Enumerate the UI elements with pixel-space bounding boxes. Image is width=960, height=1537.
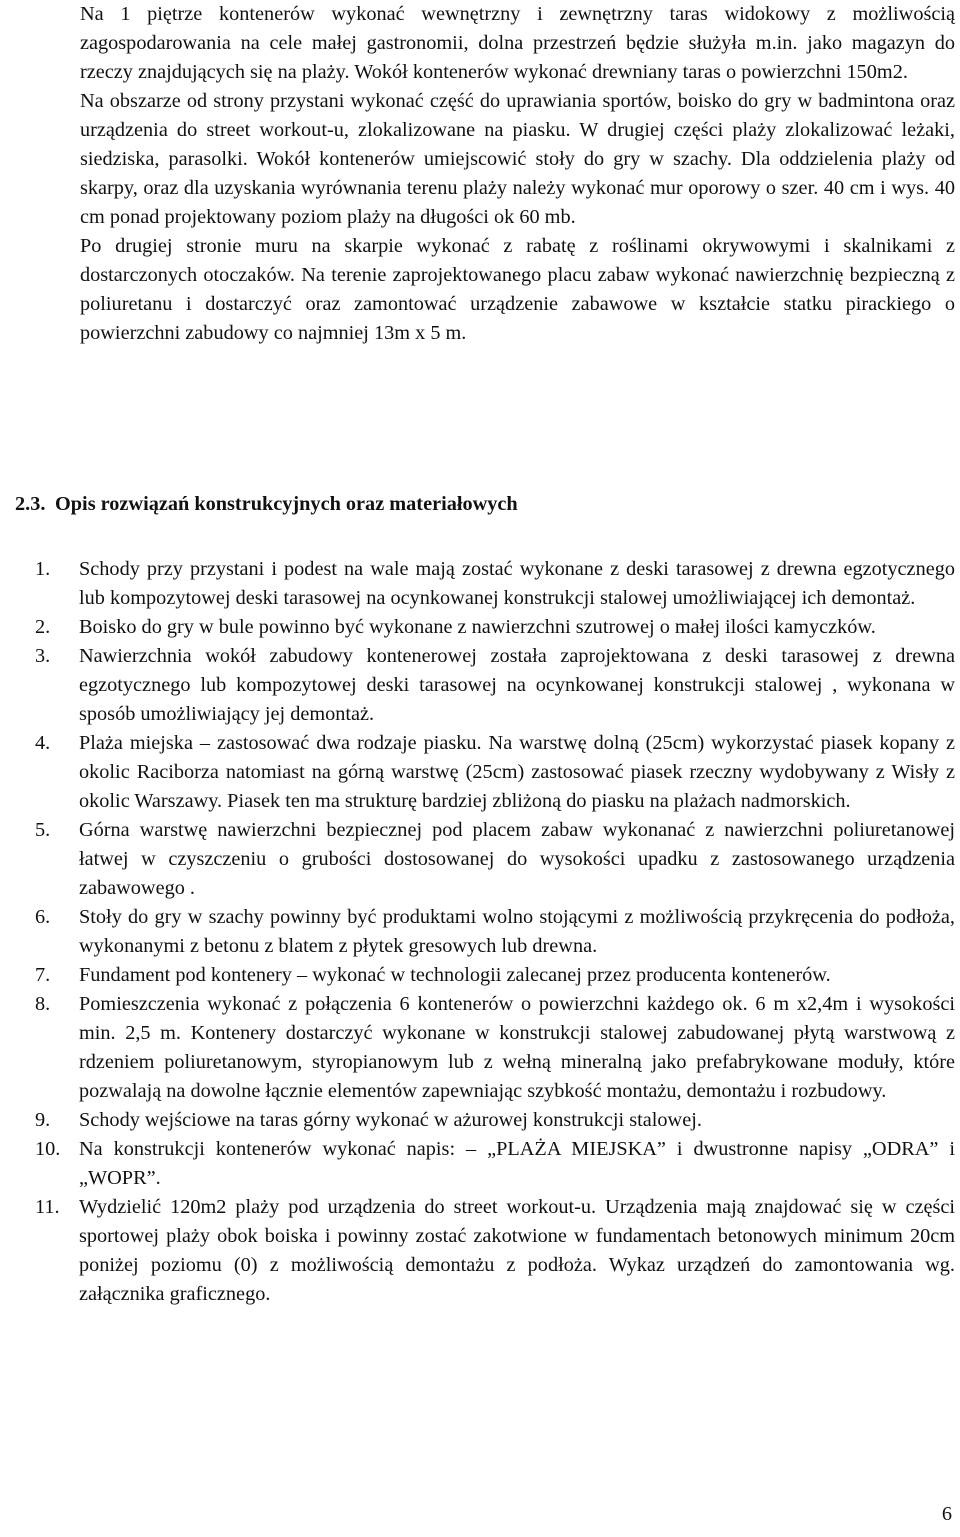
list-item-number: 1.: [35, 558, 51, 580]
list-item-text: Pomieszczenia wykonać z połączenia 6 kontenerów o powierzchni każdego ok. 6 m x2,4m i wysokości min. 2,5 m. Kontenery dostarczyć wykonane w konstrukcji stalowej zabudowanej płytą warstwową z rdzeniem poliuretanowym, styropianowym lub z wełną mineralną jako prefabrykowane moduły, które pozwalają na dowolne łącznie elementów zapewniając szybkość montażu, demontażu i rozbudowy.: [79, 993, 955, 1102]
list-item-number: 11.: [35, 1196, 60, 1218]
list-item: [15, 816, 955, 903]
list-item-number: 2.: [35, 616, 51, 638]
list-item-number: 5.: [35, 819, 51, 841]
list-item-text: Schody wejściowe na taras górny wykonać w ażurowej konstrukcji stalowej.: [79, 1109, 702, 1131]
list-item-text: Wydzielić 120m2 plaży pod urządzenia do street workout-u. Urządzenia mają znajdować się w części sportowej plaży obok boiska i powinny zostać zakotwione w fundamentach betonowych minimum 20cm poniżej poziomu (0) z możliwością demontażu z podłoża. Wykaz urządzeń do zamontowania wg. załącznika graficznego.: [79, 1196, 955, 1305]
list-item-number: 6.: [35, 906, 51, 928]
intro-paragraph-3: Po drugiej stronie muru na skarpie wykonać z rabatę z roślinami okrywowymi i skalnikami z dostarczonych otoczaków. Na terenie zaprojektowanego placu zabaw wykonać nawierzchnię bezpieczną z poliuretanu i dostarczyć oraz zamontować urządzenie zabawowe w kształcie statku pirackiego o powierzchni zabudowy co najmniej 13m x 5 m.: [80, 235, 955, 344]
list-item-number: 8.: [35, 993, 51, 1015]
page-number: 6: [941, 1503, 952, 1525]
list-item: [15, 555, 955, 613]
list-item-text: Boisko do gry w bule powinno być wykonane z nawierzchni szutrowej o małej ilości kamyczków.: [79, 616, 876, 638]
list-item: [15, 990, 955, 1106]
list-item: [15, 613, 955, 642]
list-item-text: Fundament pod kontenery – wykonać w technologii zalecanej przez producenta kontenerów.: [79, 964, 831, 986]
list-item: [15, 961, 955, 990]
list-item-text: Na konstrukcji kontenerów wykonać napis: – „PLAŻA MIEJSKA” i dwustronne napisy „ODRA” i „WOPR”.: [79, 1138, 955, 1189]
list-item-number: 10.: [35, 1138, 61, 1160]
section-title: Opis rozwiązań konstrukcyjnych oraz materiałowych: [55, 493, 518, 515]
intro-paragraph-2: Na obszarze od strony przystani wykonać część do uprawiania sportów, boisko do gry w badmintona oraz urządzenia do street workout-u, zlokalizowane na piasku. W drugiej części plaży zlokalizować leżaki, siedziska, parasolki. Wokół kontenerów umiejscowić stoły do gry w szachy. Dla oddzielenia plaży od skarpy, oraz dla uzyskania wyrównania terenu plaży należy wykonać mur oporowy o szer. 40 cm i wys. 40 cm ponad projektowany poziom plaży na długości ok 60 mb.: [80, 90, 955, 228]
list-item-number: 4.: [35, 732, 51, 754]
list-item-number: 7.: [35, 964, 51, 986]
list-item-text: Górna warstwę nawierzchni bezpiecznej pod placem zabaw wykonanać z nawierzchni poliuretanowej łatwej w czyszczeniu o grubości dostosowanej do wysokości upadku z zastosowanego urządzenia zabawowego .: [79, 819, 955, 899]
list-item: [15, 729, 955, 816]
list-item: [15, 1106, 955, 1135]
section-heading: [15, 490, 518, 519]
list-item-text: Plaża miejska – zastosować dwa rodzaje piasku. Na warstwę dolną (25cm) wykorzystać piasek kopany z okolic Raciborza natomiast na górną warstwę (25cm) zastosować piasek rzeczny wydobywany z Wisły z okolic Warszawy. Piasek ten ma strukturę bardziej zbliżoną do piasku na plażach nadmorskich.: [79, 732, 955, 812]
list-item-number: 9.: [35, 1109, 51, 1131]
list-item-text: Nawierzchnia wokół zabudowy kontenerowej została zaprojektowana z deski tarasowej z drewna egzotycznego lub kompozytowej deski tarasowej na ocynkowanej konstrukcji stalowej , wykonana w sposób umożliwiający jej demontaż.: [79, 645, 955, 725]
intro-paragraph-1: Na 1 piętrze kontenerów wykonać wewnętrzny i zewnętrzny taras widokowy z możliwością zagospodarowania na cele małej gastronomii, dolna przestrzeń będzie służyła m.in. jako magazyn do rzeczy znajdujących się na plaży. Wokół kontenerów wykonać drewniany taras o powierzchni 150m2.: [80, 3, 955, 83]
section-number: 2.3.: [15, 493, 46, 515]
numbered-list: [15, 555, 955, 1309]
list-item-text: Schody przy przystani i podest na wale mają zostać wykonane z deski tarasowej z drewna egzotycznego lub kompozytowej deski tarasowej na ocynkowanej konstrukcji stalowej umożliwiającej ich demontaż.: [79, 558, 955, 609]
intro-text: [80, 0, 955, 348]
list-item: [15, 903, 955, 961]
list-item-text: Stoły do gry w szachy powinny być produktami wolno stojącymi z możliwością przykręcenia do podłoża, wykonanymi z betonu z blatem z płytek gresowych lub drewna.: [79, 906, 955, 957]
list-item: [15, 1135, 955, 1193]
list-item: [15, 642, 955, 729]
list-item: [15, 1193, 955, 1309]
list-item-number: 3.: [35, 645, 51, 667]
